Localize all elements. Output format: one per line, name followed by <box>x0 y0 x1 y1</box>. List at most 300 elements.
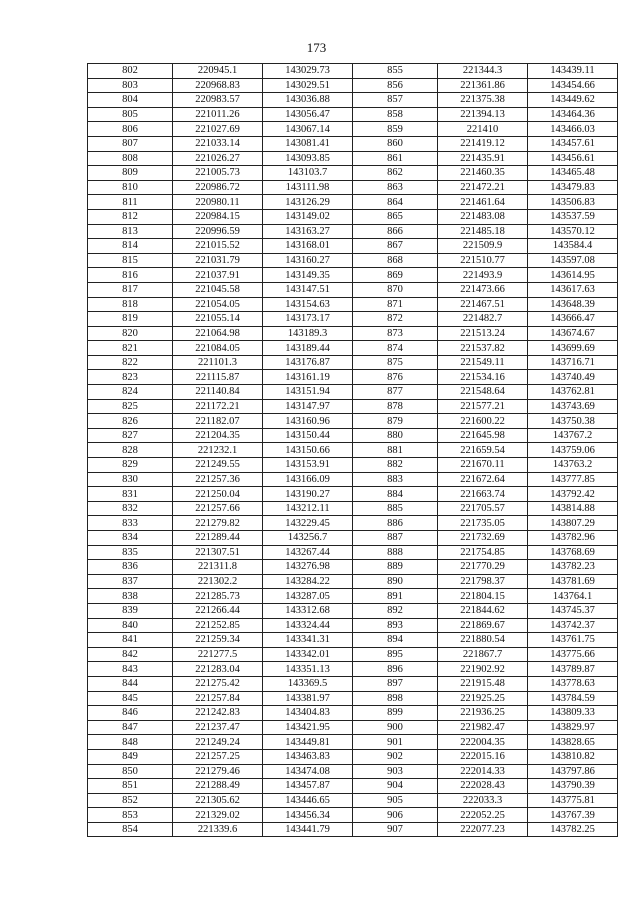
left-x-coordinate-cell: 221259.34 <box>173 633 263 648</box>
left-point-number-cell: 839 <box>88 603 173 618</box>
table-row <box>88 545 618 560</box>
table-row <box>88 224 618 239</box>
table-row <box>88 735 618 750</box>
table-row <box>88 239 618 254</box>
right-y-coordinate-cell: 143456.61 <box>528 151 618 166</box>
left-point-number-cell: 834 <box>88 531 173 546</box>
left-point-number-cell: 812 <box>88 209 173 224</box>
left-point-number-cell: 845 <box>88 691 173 706</box>
left-point-number-cell: 824 <box>88 385 173 400</box>
right-point-number-cell: 878 <box>353 399 438 414</box>
left-y-coordinate-cell: 143149.35 <box>263 268 353 283</box>
table-row <box>88 428 618 443</box>
right-point-number-cell: 879 <box>353 414 438 429</box>
left-y-coordinate-cell: 143160.96 <box>263 414 353 429</box>
right-point-number-cell: 896 <box>353 662 438 677</box>
table-row <box>88 136 618 151</box>
right-x-coordinate-cell: 221663.74 <box>438 487 528 502</box>
left-point-number-cell: 850 <box>88 764 173 779</box>
right-y-coordinate-cell: 143454.66 <box>528 78 618 93</box>
table-row <box>88 793 618 808</box>
left-point-number-cell: 853 <box>88 808 173 823</box>
right-x-coordinate-cell: 221394.13 <box>438 107 528 122</box>
left-point-number-cell: 854 <box>88 822 173 837</box>
right-point-number-cell: 883 <box>353 472 438 487</box>
right-x-coordinate-cell: 221419.12 <box>438 136 528 151</box>
left-x-coordinate-cell: 221329.02 <box>173 808 263 823</box>
left-y-coordinate-cell: 143456.34 <box>263 808 353 823</box>
right-point-number-cell: 906 <box>353 808 438 823</box>
left-x-coordinate-cell: 221252.85 <box>173 618 263 633</box>
coordinates-table <box>87 63 618 837</box>
left-x-coordinate-cell: 220986.72 <box>173 180 263 195</box>
left-y-coordinate-cell: 143147.51 <box>263 282 353 297</box>
left-y-coordinate-cell: 143151.94 <box>263 385 353 400</box>
right-x-coordinate-cell: 222015.16 <box>438 749 528 764</box>
right-y-coordinate-cell: 143745.37 <box>528 603 618 618</box>
table-row <box>88 64 618 79</box>
table-row <box>88 516 618 531</box>
table-row <box>88 253 618 268</box>
right-y-coordinate-cell: 143775.66 <box>528 647 618 662</box>
left-y-coordinate-cell: 143154.63 <box>263 297 353 312</box>
right-point-number-cell: 900 <box>353 720 438 735</box>
left-point-number-cell: 852 <box>88 793 173 808</box>
left-x-coordinate-cell: 221005.73 <box>173 166 263 181</box>
left-point-number-cell: 806 <box>88 122 173 137</box>
left-y-coordinate-cell: 143369.5 <box>263 676 353 691</box>
right-x-coordinate-cell: 221735.05 <box>438 516 528 531</box>
left-point-number-cell: 823 <box>88 370 173 385</box>
right-y-coordinate-cell: 143828.65 <box>528 735 618 750</box>
left-point-number-cell: 821 <box>88 341 173 356</box>
left-point-number-cell: 805 <box>88 107 173 122</box>
table-row <box>88 531 618 546</box>
left-x-coordinate-cell: 221054.05 <box>173 297 263 312</box>
left-x-coordinate-cell: 221257.25 <box>173 749 263 764</box>
right-x-coordinate-cell: 221344.3 <box>438 64 528 79</box>
table-row <box>88 326 618 341</box>
table-row <box>88 268 618 283</box>
left-point-number-cell: 836 <box>88 560 173 575</box>
right-point-number-cell: 869 <box>353 268 438 283</box>
right-point-number-cell: 901 <box>353 735 438 750</box>
right-y-coordinate-cell: 143742.37 <box>528 618 618 633</box>
left-x-coordinate-cell: 221055.14 <box>173 312 263 327</box>
right-point-number-cell: 860 <box>353 136 438 151</box>
right-x-coordinate-cell: 221798.37 <box>438 574 528 589</box>
left-x-coordinate-cell: 220968.83 <box>173 78 263 93</box>
left-x-coordinate-cell: 221279.82 <box>173 516 263 531</box>
right-x-coordinate-cell: 221509.9 <box>438 239 528 254</box>
left-point-number-cell: 831 <box>88 487 173 502</box>
right-point-number-cell: 862 <box>353 166 438 181</box>
right-x-coordinate-cell: 221485.18 <box>438 224 528 239</box>
left-y-coordinate-cell: 143036.88 <box>263 93 353 108</box>
right-point-number-cell: 861 <box>353 151 438 166</box>
table-row <box>88 501 618 516</box>
table-row <box>88 443 618 458</box>
left-x-coordinate-cell: 221249.24 <box>173 735 263 750</box>
left-x-coordinate-cell: 221033.14 <box>173 136 263 151</box>
left-y-coordinate-cell: 143342.01 <box>263 647 353 662</box>
right-x-coordinate-cell: 221472.21 <box>438 180 528 195</box>
right-x-coordinate-cell: 221732.69 <box>438 531 528 546</box>
left-y-coordinate-cell: 143404.83 <box>263 706 353 721</box>
table-row <box>88 414 618 429</box>
right-point-number-cell: 882 <box>353 458 438 473</box>
left-y-coordinate-cell: 143256.7 <box>263 531 353 546</box>
right-y-coordinate-cell: 143506.83 <box>528 195 618 210</box>
right-point-number-cell: 894 <box>353 633 438 648</box>
left-y-coordinate-cell: 143276.98 <box>263 560 353 575</box>
table-row <box>88 706 618 721</box>
right-x-coordinate-cell: 221705.57 <box>438 501 528 516</box>
right-y-coordinate-cell: 143466.03 <box>528 122 618 137</box>
left-y-coordinate-cell: 143341.31 <box>263 633 353 648</box>
left-x-coordinate-cell: 221257.84 <box>173 691 263 706</box>
right-point-number-cell: 885 <box>353 501 438 516</box>
left-x-coordinate-cell: 221045.58 <box>173 282 263 297</box>
left-y-coordinate-cell: 143441.79 <box>263 822 353 837</box>
right-x-coordinate-cell: 221867.7 <box>438 647 528 662</box>
right-x-coordinate-cell: 221982.47 <box>438 720 528 735</box>
table-row <box>88 472 618 487</box>
right-point-number-cell: 857 <box>353 93 438 108</box>
table-row <box>88 779 618 794</box>
left-point-number-cell: 842 <box>88 647 173 662</box>
right-x-coordinate-cell: 221513.24 <box>438 326 528 341</box>
table-row <box>88 93 618 108</box>
right-y-coordinate-cell: 143761.75 <box>528 633 618 648</box>
right-point-number-cell: 858 <box>353 107 438 122</box>
left-point-number-cell: 841 <box>88 633 173 648</box>
left-y-coordinate-cell: 143029.51 <box>263 78 353 93</box>
left-x-coordinate-cell: 221305.62 <box>173 793 263 808</box>
right-x-coordinate-cell: 221534.16 <box>438 370 528 385</box>
right-y-coordinate-cell: 143465.48 <box>528 166 618 181</box>
right-y-coordinate-cell: 143674.67 <box>528 326 618 341</box>
right-y-coordinate-cell: 143614.95 <box>528 268 618 283</box>
left-y-coordinate-cell: 143287.05 <box>263 589 353 604</box>
table-row <box>88 662 618 677</box>
left-point-number-cell: 829 <box>88 458 173 473</box>
right-y-coordinate-cell: 143750.38 <box>528 414 618 429</box>
left-x-coordinate-cell: 221172.21 <box>173 399 263 414</box>
right-x-coordinate-cell: 221537.82 <box>438 341 528 356</box>
right-point-number-cell: 872 <box>353 312 438 327</box>
left-y-coordinate-cell: 143189.3 <box>263 326 353 341</box>
right-point-number-cell: 865 <box>353 209 438 224</box>
left-x-coordinate-cell: 221027.69 <box>173 122 263 137</box>
left-y-coordinate-cell: 143446.65 <box>263 793 353 808</box>
left-point-number-cell: 822 <box>88 355 173 370</box>
left-y-coordinate-cell: 143029.73 <box>263 64 353 79</box>
right-x-coordinate-cell: 221659.54 <box>438 443 528 458</box>
left-point-number-cell: 803 <box>88 78 173 93</box>
right-point-number-cell: 876 <box>353 370 438 385</box>
right-x-coordinate-cell: 221435.91 <box>438 151 528 166</box>
left-point-number-cell: 827 <box>88 428 173 443</box>
right-y-coordinate-cell: 143829.97 <box>528 720 618 735</box>
right-y-coordinate-cell: 143537.59 <box>528 209 618 224</box>
right-x-coordinate-cell: 221672.64 <box>438 472 528 487</box>
left-point-number-cell: 830 <box>88 472 173 487</box>
left-y-coordinate-cell: 143081.41 <box>263 136 353 151</box>
left-y-coordinate-cell: 143149.02 <box>263 209 353 224</box>
right-x-coordinate-cell: 221473.66 <box>438 282 528 297</box>
right-y-coordinate-cell: 143743.69 <box>528 399 618 414</box>
right-x-coordinate-cell: 221754.85 <box>438 545 528 560</box>
left-point-number-cell: 804 <box>88 93 173 108</box>
right-x-coordinate-cell: 221482.7 <box>438 312 528 327</box>
right-point-number-cell: 875 <box>353 355 438 370</box>
left-point-number-cell: 846 <box>88 706 173 721</box>
left-y-coordinate-cell: 143126.29 <box>263 195 353 210</box>
right-y-coordinate-cell: 143449.62 <box>528 93 618 108</box>
left-x-coordinate-cell: 221257.66 <box>173 501 263 516</box>
left-x-coordinate-cell: 221237.47 <box>173 720 263 735</box>
right-y-coordinate-cell: 143457.61 <box>528 136 618 151</box>
right-y-coordinate-cell: 143716.71 <box>528 355 618 370</box>
right-x-coordinate-cell: 222028.43 <box>438 779 528 794</box>
left-y-coordinate-cell: 143150.66 <box>263 443 353 458</box>
left-point-number-cell: 817 <box>88 282 173 297</box>
table-row <box>88 399 618 414</box>
right-y-coordinate-cell: 143767.39 <box>528 808 618 823</box>
left-x-coordinate-cell: 221242.83 <box>173 706 263 721</box>
left-point-number-cell: 819 <box>88 312 173 327</box>
right-x-coordinate-cell: 222004.35 <box>438 735 528 750</box>
right-point-number-cell: 889 <box>353 560 438 575</box>
right-point-number-cell: 891 <box>353 589 438 604</box>
left-y-coordinate-cell: 143457.87 <box>263 779 353 794</box>
left-x-coordinate-cell: 220980.11 <box>173 195 263 210</box>
right-point-number-cell: 856 <box>353 78 438 93</box>
right-y-coordinate-cell: 143775.81 <box>528 793 618 808</box>
right-x-coordinate-cell: 221361.86 <box>438 78 528 93</box>
left-x-coordinate-cell: 221011.26 <box>173 107 263 122</box>
table-row <box>88 764 618 779</box>
left-y-coordinate-cell: 143166.09 <box>263 472 353 487</box>
left-y-coordinate-cell: 143153.91 <box>263 458 353 473</box>
left-point-number-cell: 818 <box>88 297 173 312</box>
right-x-coordinate-cell: 222077.23 <box>438 822 528 837</box>
right-y-coordinate-cell: 143584.4 <box>528 239 618 254</box>
right-point-number-cell: 859 <box>353 122 438 137</box>
left-x-coordinate-cell: 221311.8 <box>173 560 263 575</box>
table-row <box>88 633 618 648</box>
right-point-number-cell: 864 <box>353 195 438 210</box>
right-y-coordinate-cell: 143782.25 <box>528 822 618 837</box>
right-y-coordinate-cell: 143781.69 <box>528 574 618 589</box>
table-row <box>88 589 618 604</box>
table-row <box>88 560 618 575</box>
table-row <box>88 749 618 764</box>
left-y-coordinate-cell: 143103.7 <box>263 166 353 181</box>
right-y-coordinate-cell: 143464.36 <box>528 107 618 122</box>
right-y-coordinate-cell: 143790.39 <box>528 779 618 794</box>
left-y-coordinate-cell: 143150.44 <box>263 428 353 443</box>
table-row <box>88 458 618 473</box>
left-point-number-cell: 848 <box>88 735 173 750</box>
left-x-coordinate-cell: 221015.52 <box>173 239 263 254</box>
left-y-coordinate-cell: 143212.11 <box>263 501 353 516</box>
right-y-coordinate-cell: 143759.06 <box>528 443 618 458</box>
right-x-coordinate-cell: 221375.38 <box>438 93 528 108</box>
right-x-coordinate-cell: 221510.77 <box>438 253 528 268</box>
left-y-coordinate-cell: 143267.44 <box>263 545 353 560</box>
left-x-coordinate-cell: 220945.1 <box>173 64 263 79</box>
table-row <box>88 180 618 195</box>
right-y-coordinate-cell: 143768.69 <box>528 545 618 560</box>
table-row <box>88 122 618 137</box>
left-y-coordinate-cell: 143173.17 <box>263 312 353 327</box>
right-x-coordinate-cell: 222052.25 <box>438 808 528 823</box>
left-point-number-cell: 810 <box>88 180 173 195</box>
right-x-coordinate-cell: 221549.11 <box>438 355 528 370</box>
right-point-number-cell: 893 <box>353 618 438 633</box>
left-x-coordinate-cell: 221232.1 <box>173 443 263 458</box>
right-point-number-cell: 881 <box>353 443 438 458</box>
right-point-number-cell: 871 <box>353 297 438 312</box>
left-point-number-cell: 835 <box>88 545 173 560</box>
left-y-coordinate-cell: 143463.83 <box>263 749 353 764</box>
left-x-coordinate-cell: 221277.5 <box>173 647 263 662</box>
left-x-coordinate-cell: 221307.51 <box>173 545 263 560</box>
table-row <box>88 195 618 210</box>
left-x-coordinate-cell: 221283.04 <box>173 662 263 677</box>
left-point-number-cell: 816 <box>88 268 173 283</box>
right-y-coordinate-cell: 143439.11 <box>528 64 618 79</box>
right-x-coordinate-cell: 221902.92 <box>438 662 528 677</box>
left-y-coordinate-cell: 143449.81 <box>263 735 353 750</box>
right-y-coordinate-cell: 143648.39 <box>528 297 618 312</box>
left-point-number-cell: 844 <box>88 676 173 691</box>
right-point-number-cell: 907 <box>353 822 438 837</box>
right-y-coordinate-cell: 143666.47 <box>528 312 618 327</box>
right-point-number-cell: 855 <box>353 64 438 79</box>
left-y-coordinate-cell: 143067.14 <box>263 122 353 137</box>
right-point-number-cell: 868 <box>353 253 438 268</box>
right-x-coordinate-cell: 221493.9 <box>438 268 528 283</box>
right-y-coordinate-cell: 143784.59 <box>528 691 618 706</box>
left-x-coordinate-cell: 221279.46 <box>173 764 263 779</box>
right-x-coordinate-cell: 221483.08 <box>438 209 528 224</box>
right-point-number-cell: 874 <box>353 341 438 356</box>
left-y-coordinate-cell: 143190.27 <box>263 487 353 502</box>
left-y-coordinate-cell: 143176.87 <box>263 355 353 370</box>
right-x-coordinate-cell: 221467.51 <box>438 297 528 312</box>
table-row <box>88 822 618 837</box>
left-y-coordinate-cell: 143351.13 <box>263 662 353 677</box>
left-y-coordinate-cell: 143189.44 <box>263 341 353 356</box>
right-point-number-cell: 870 <box>353 282 438 297</box>
left-x-coordinate-cell: 221266.44 <box>173 603 263 618</box>
table-row <box>88 385 618 400</box>
left-x-coordinate-cell: 221285.73 <box>173 589 263 604</box>
right-point-number-cell: 895 <box>353 647 438 662</box>
left-x-coordinate-cell: 221064.98 <box>173 326 263 341</box>
table-row <box>88 297 618 312</box>
right-y-coordinate-cell: 143767.2 <box>528 428 618 443</box>
left-y-coordinate-cell: 143324.44 <box>263 618 353 633</box>
right-x-coordinate-cell: 221925.25 <box>438 691 528 706</box>
left-y-coordinate-cell: 143147.97 <box>263 399 353 414</box>
right-x-coordinate-cell: 221670.11 <box>438 458 528 473</box>
left-x-coordinate-cell: 221249.55 <box>173 458 263 473</box>
right-x-coordinate-cell: 221844.62 <box>438 603 528 618</box>
right-y-coordinate-cell: 143699.69 <box>528 341 618 356</box>
table-row <box>88 574 618 589</box>
table-row <box>88 720 618 735</box>
right-point-number-cell: 905 <box>353 793 438 808</box>
left-point-number-cell: 811 <box>88 195 173 210</box>
right-x-coordinate-cell: 221804.15 <box>438 589 528 604</box>
right-point-number-cell: 904 <box>353 779 438 794</box>
right-x-coordinate-cell: 222033.3 <box>438 793 528 808</box>
right-y-coordinate-cell: 143479.83 <box>528 180 618 195</box>
right-x-coordinate-cell: 221600.22 <box>438 414 528 429</box>
left-y-coordinate-cell: 143381.97 <box>263 691 353 706</box>
right-y-coordinate-cell: 143597.08 <box>528 253 618 268</box>
right-y-coordinate-cell: 143762.81 <box>528 385 618 400</box>
left-point-number-cell: 807 <box>88 136 173 151</box>
table-row <box>88 166 618 181</box>
right-point-number-cell: 887 <box>353 531 438 546</box>
right-x-coordinate-cell: 221410 <box>438 122 528 137</box>
table-row <box>88 78 618 93</box>
right-x-coordinate-cell: 221461.64 <box>438 195 528 210</box>
left-x-coordinate-cell: 221289.44 <box>173 531 263 546</box>
right-point-number-cell: 880 <box>353 428 438 443</box>
left-x-coordinate-cell: 221084.05 <box>173 341 263 356</box>
left-x-coordinate-cell: 221204.35 <box>173 428 263 443</box>
left-point-number-cell: 814 <box>88 239 173 254</box>
table-row <box>88 341 618 356</box>
page-number: 173 <box>306 40 327 55</box>
right-y-coordinate-cell: 143570.12 <box>528 224 618 239</box>
right-x-coordinate-cell: 221880.54 <box>438 633 528 648</box>
table-row <box>88 370 618 385</box>
right-x-coordinate-cell: 221869.67 <box>438 618 528 633</box>
right-x-coordinate-cell: 221548.64 <box>438 385 528 400</box>
left-y-coordinate-cell: 143161.19 <box>263 370 353 385</box>
left-y-coordinate-cell: 143093.85 <box>263 151 353 166</box>
right-point-number-cell: 888 <box>353 545 438 560</box>
right-point-number-cell: 886 <box>353 516 438 531</box>
right-point-number-cell: 884 <box>353 487 438 502</box>
left-point-number-cell: 828 <box>88 443 173 458</box>
left-x-coordinate-cell: 221101.3 <box>173 355 263 370</box>
table-row <box>88 312 618 327</box>
left-point-number-cell: 837 <box>88 574 173 589</box>
left-y-coordinate-cell: 143229.45 <box>263 516 353 531</box>
left-y-coordinate-cell: 143111.98 <box>263 180 353 195</box>
left-y-coordinate-cell: 143163.27 <box>263 224 353 239</box>
right-point-number-cell: 863 <box>353 180 438 195</box>
right-y-coordinate-cell: 143789.87 <box>528 662 618 677</box>
table-row <box>88 618 618 633</box>
table-row <box>88 209 618 224</box>
table-row <box>88 487 618 502</box>
left-x-coordinate-cell: 220996.59 <box>173 224 263 239</box>
left-x-coordinate-cell: 221140.84 <box>173 385 263 400</box>
left-point-number-cell: 840 <box>88 618 173 633</box>
left-point-number-cell: 815 <box>88 253 173 268</box>
right-point-number-cell: 866 <box>353 224 438 239</box>
table-row <box>88 151 618 166</box>
